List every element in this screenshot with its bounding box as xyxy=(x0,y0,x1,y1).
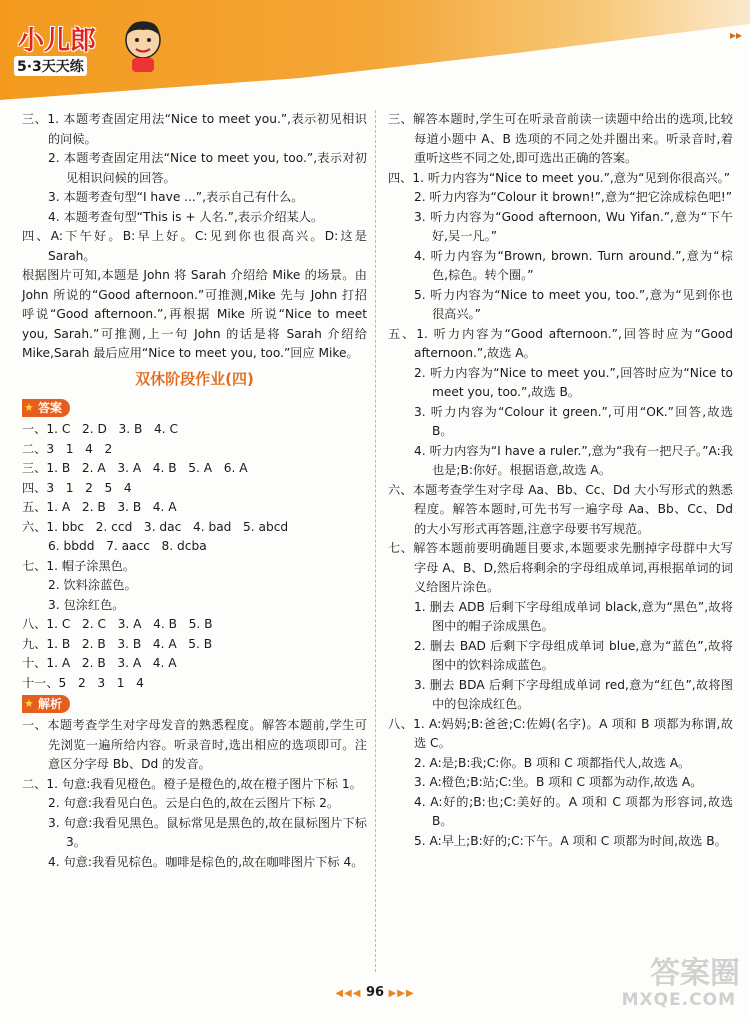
left-item: 3. 本题考查句型“I have ...”,表示自己有什么。 xyxy=(48,190,304,204)
watermark-line1: 答案圈 xyxy=(650,956,740,991)
right-item: 3. 听力内容为“Good afternoon, Wu Yifan.”,意为“下午好,吴一凡。” xyxy=(414,209,733,243)
analysis-item: 3. 句意:我看见黑色。鼠标常见是黑色的,故在鼠标图片下标 3。 xyxy=(48,815,367,849)
analysis-item: 二、1. 句意:我看见橙色。橙子是橙色的,故在橙子图片下标 1。 xyxy=(22,776,362,791)
answer-row: 2. 饮料涂蓝色。 xyxy=(48,578,137,592)
left-column xyxy=(22,110,367,872)
answer-row: 九、1. B 2. B 3. B 4. A 5. B xyxy=(22,636,213,651)
watermark-line2: MXQE.COM xyxy=(621,990,736,1010)
analysis-item: 一、本题考查学生对字母发音的熟悉程度。解答本题前,学生可先浏览一遍所给内容。听录音时,选出相应的选项即可。注意区分字母 Bb、Dd 的发音。 xyxy=(22,718,367,771)
arrows-left-icon: ◀◀◀ xyxy=(335,988,362,999)
right-item: 五、1. 听力内容为“Good afternoon.”,回答时应为“Good afternoon.”,故选 A。 xyxy=(388,326,733,360)
right-item: 3. 删去 BDA 后剩下字母组成单词 red,意为“红色”,故将图中的包涂成红色。 xyxy=(414,677,733,711)
right-item: 5. 听力内容为“Nice to meet you, too.”,意为“见到你也很高兴。” xyxy=(414,287,733,321)
left-item: 2. 本题考查固定用法“Nice to meet you, too.”,表示对初见相识问候的回答。 xyxy=(48,151,367,185)
answer-row: 二、3 1 4 2 xyxy=(22,441,113,456)
right-item: 八、1. A:妈妈;B:爸爸;C:佐姆(名字)。A 项和 B 项都为称谓,故选 C。 xyxy=(388,716,733,750)
answer-row: 四、3 1 2 5 4 xyxy=(22,480,132,495)
right-item: 2. 听力内容为“Nice to meet you.”,回答时应为“Nice to meet you, too.”,故选 B。 xyxy=(414,365,733,399)
answer-row: 八、1. C 2. C 3. A 4. B 5. B xyxy=(22,617,213,631)
column-divider xyxy=(375,110,376,972)
answer-row: 六、1. bbc 2. ccd 3. dac 4. bad 5. abcd xyxy=(22,519,289,534)
answer-row: 十一、5 2 3 1 4 xyxy=(22,675,144,690)
left-item: 根据图片可知,本题是 John 将 Sarah 介绍给 Mike 的场景。由 John 所说的“Good afternoon.”可推测,Mike 先与 John 打招呼说“Good afternoon.”,再根据 Mike 所说“Nice to meet you, Sarah.”可推测,上一句 John 的话是将 Sarah 介绍给 Mike,Sarah 最后应用“Nice to meet you, too.”回应 Mike。 xyxy=(22,268,367,360)
right-item: 七、解答本题前要明确题目要求,本题要求先删掉字母群中大写字母 A、B、D,然后将剩余的字母组成单词,再根据单词的词义给图片涂色。 xyxy=(388,541,733,594)
answer-row: 五、1. A 2. B 3. B 4. A xyxy=(22,500,177,514)
analysis-badge xyxy=(22,695,70,713)
left-item: 四、A:下午好。B:早上好。C:见到你也很高兴。D:这是 Sarah。 xyxy=(22,229,367,263)
answer-row: 七、1. 帽子涂黑色。 xyxy=(22,558,136,573)
analysis-item: 4. 句意:我看见棕色。咖啡是棕色的,故在咖啡图片下标 4。 xyxy=(48,854,364,869)
watermark-logo xyxy=(610,948,740,1018)
analysis-badge-label: 解析 xyxy=(38,697,63,711)
answer-row: 一、1. C 2. D 3. B 4. C xyxy=(22,422,179,436)
right-item: 2. A:是;B:我;C:你。B 项和 C 项都指代人,故选 A。 xyxy=(414,755,691,770)
right-item: 5. A:早上;B:好的;C:下午。A 项和 C 项都为时间,故选 B。 xyxy=(414,833,727,848)
left-item: 4. 本题考查句型“This is + 人名.”,表示介绍某人。 xyxy=(48,209,324,224)
right-item: 3. 听力内容为“Colour it green.”,可用“OK.”回答,故选 B。 xyxy=(414,404,733,438)
right-column xyxy=(388,110,733,851)
star-icon: ★ xyxy=(24,401,34,414)
page-header-banner xyxy=(0,0,750,100)
left-item: 三、1. 本题考查固定用法“Nice to meet you.”,表示初见相识的问候。 xyxy=(22,112,367,146)
answer-row: 3. 包涂红色。 xyxy=(48,597,125,612)
answer-row: 6. bbdd 7. aacc 8. dcba xyxy=(48,539,207,553)
mascot-boy-icon xyxy=(120,18,166,74)
right-item: 2. 听力内容为“Colour it brown!”,意为“把它涂成棕色吧!” xyxy=(414,190,733,204)
analysis-item: 2. 句意:我看见白色。云是白色的,故在云图片下标 2。 xyxy=(48,796,340,810)
answers-badge-label: 答案 xyxy=(38,401,63,415)
star-icon: ★ xyxy=(24,697,34,710)
answer-row: 十、1. A 2. B 3. A 4. A xyxy=(22,656,177,670)
section-title: 双休阶段作业(四) xyxy=(135,369,254,388)
right-item: 1. 删去 ADB 后剩下字母组成单词 black,意为“黑色”,故将图中的帽子涂成黑色。 xyxy=(414,599,733,633)
right-item: 3. A:橙色;B:站;C:坐。B 项和 C 项都为动作,故选 A。 xyxy=(414,775,703,789)
right-item: 2. 删去 BAD 后剩下字母组成单词 blue,意为“蓝色”,故将图中的饮料涂成蓝色。 xyxy=(414,638,733,672)
arrows-right-icon: ▶▶▶ xyxy=(388,988,415,999)
right-item: 六、本题考查学生对字母 Aa、Bb、Cc、Dd 大小写形式的熟悉程度。解答本题时,可先书写一遍字母 Aa、Bb、Cc、Dd 的大小写形式再答题,注意字母要书写规范。 xyxy=(388,482,733,536)
logo-subtitle: 5·3天天练 xyxy=(14,56,87,76)
right-item: 4. 听力内容为“I have a ruler.”,意为“我有一把尺子。”A:我也是;B:你好。根据语意,故选 A。 xyxy=(414,443,733,477)
right-item: 4. A:好的;B:也;C:美好的。A 项和 C 项都为形容词,故选 B。 xyxy=(414,794,733,828)
logo-title: 小儿郎 xyxy=(18,26,97,56)
right-item: 4. 听力内容为“Brown, brown. Turn around.”,意为“棕色,棕色。转个圈。” xyxy=(414,248,733,282)
right-item: 四、1. 听力内容为“Nice to meet you.”,意为“见到你很高兴。” xyxy=(388,170,731,185)
right-item: 三、解答本题时,学生可在听录音前读一读题中给出的选项,比较每道小题中 A、B 选项的不同之处并圈出来。听录音时,着重听这些不同之处,即可选出正确的答案。 xyxy=(388,112,733,165)
corner-mark-icon: ▸▸ xyxy=(729,28,742,42)
answers-badge xyxy=(22,399,70,417)
answer-row: 三、1. B 2. A 3. A 4. B 5. A 6. A xyxy=(22,461,248,475)
page-number: 96 xyxy=(365,985,385,1000)
